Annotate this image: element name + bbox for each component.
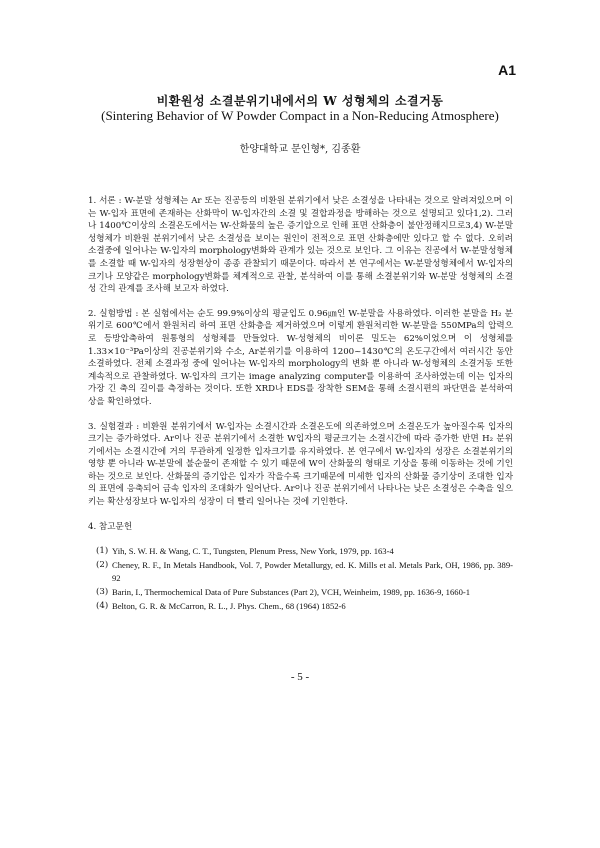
reference-text: Yih, S. W. H. & Wang, C. T., Tungsten, Plenum Press, New York, 1979, pp. 163-4	[112, 546, 394, 557]
reference-item	[88, 545, 513, 559]
page-number: - 5 -	[290, 671, 310, 683]
section-introduction: 1. 서론 : W-분말 성형체는 Ar 또는 진공등의 비환원 분위기에서 낮은 소결성을 나타내는 것으로 알려져있으며 이는 W-입자 표면에 존재하는 산화막이 W-입자간의 소결 및 결합과정을 방해하는 것으로 설명되고 있다1,2). 그러나 1400℃이상의 소결온도에서는 W-산화물의 높은 증기압으로 인해 표면 산화층이 불안정해지므로3,4) W-분말성형체가 비환원 분위기에서 낮은 소결성을 보이는 원인이 전적으로 표면 산화층에만 있다고 할 수 없다. 오히려 소결중에 일어나는 W-입자의 morphology변화와 관계가 있는 것으로 보인다. 그 이유는 진공에서 W-분말성형체를 소결할 때 W-입자의 성장현상이 종종 관찰되기 때문이다. 따라서 본 연구에서는 W-분말성형체에서 W-입자의 크기나 모양같은 morphology변화를 체계적으로 관찰, 분석하여 이를 통해 소결분위기와 W-분말 성형체의 소결성 간의 관계를 조사해 보고자 하였다.	[88, 196, 513, 295]
abstract-code: A1	[498, 62, 516, 78]
references-section	[88, 521, 513, 614]
reference-text: Cheney, R. F., In Metals Handbook, Vol. 7, Powder Metallurgy, ed. K. Mills et al. Metals Park, OH, 1986, pp. 389-92	[112, 559, 513, 584]
reference-number: (1)	[96, 546, 109, 557]
english-title: (Sintering Behavior of W Powder Compact in a Non-Reducing Atmosphere)	[101, 108, 499, 123]
authors: 한양대학교 문인형*, 김종환	[239, 144, 361, 155]
reference-item	[88, 559, 513, 586]
reference-item	[88, 586, 513, 600]
section-experimental-method: 2. 실험방법 : 본 실험에서는 순도 99.9%이상의 평균입도 0.96㎛인 W-분말을 사용하였다. 이러한 분말을 H₂ 분위기로 600℃에서 환원처리 하여 표면 산화층을 제거하였으며 이렇게 환원처리한 W-분말을 550MPa의 압력으로 등방압축하여 원통형의 성형체를 만들었다. W-성형체의 비이론 밀도는 62%이었으며 이 성형체를 1.33×10⁻³Pa이상의 진공분위기와 수소, Ar분위기를 이용하여 1200~1430℃의 온도구간에서 여러시간 동안 소결하였다. 전체 소결과정 중에 일어나는 W-입자의 morphology의 변화 뿐 아니라 W-성형체의 소결거동 또한 계속적으로 관찰하였다. W-입자의 크기는 image analyzing computer를 이용하여 조사하였는데 이는 입자의 가장 긴 축의 길이를 측정하는 것이다. 또한 XRD나 EDS를 장착한 SEM을 통해 소결시편의 파단면을 분석하여 상을 확인하였다.	[88, 308, 513, 407]
references-list	[88, 545, 513, 613]
references-title: 4. 참고문헌	[88, 521, 133, 532]
reference-number: (4)	[96, 600, 109, 611]
korean-title: 비환원성 소결분위기내에서의 W 성형체의 소결거동	[156, 94, 444, 108]
reference-number: (3)	[96, 587, 109, 598]
reference-number: (2)	[96, 559, 109, 570]
reference-text: Barin, I., Thermochemical Data of Pure Substances (Part 2), VCH, Weinheim, 1989, pp. 1636-9, 1660-1	[112, 587, 471, 598]
section-results: 3. 실험결과 : 비환원 분위기에서 W-입자는 소결시간과 소결온도에 의존하였으며 소결온도가 높아질수록 입자의 크기는 증가하였다. Ar이나 진공 분위기에서 소결한 W입자의 평균크기는 소결시간에 따라 증가한 반면 H₂ 분위기에서는 소결시간에 거의 무관하게 일정한 입자크기를 유지하였다. 본 연구에서 W-입자의 성장은 소결분위기의 영향 뿐 아니라 W-분말에 불순물이 존재할 수 있기 때문에 W이 산화물의 형태로 기상을 통해 이동하는 것에 기인하는 것으로 보인다. 산화물의 증기압은 입자가 작을수록 크기때문에 미세한 입자의 산화물 증기상이 조대한 입자의 표면에 응축되어 금속 입자의 조대화가 일어난다. Ar이나 진공 분위기에서 나타나는 낮은 소결성은 수축을 일으키는 확산성장보다 W-입자의 성장이 더 빨리 일어나는 것에 기인한다.	[88, 421, 513, 508]
reference-text: Belton, G. R. & McCarron, R. L., J. Phys. Chem., 68 (1964) 1852-6	[112, 600, 346, 611]
body-text	[88, 195, 513, 613]
reference-item	[88, 600, 513, 614]
